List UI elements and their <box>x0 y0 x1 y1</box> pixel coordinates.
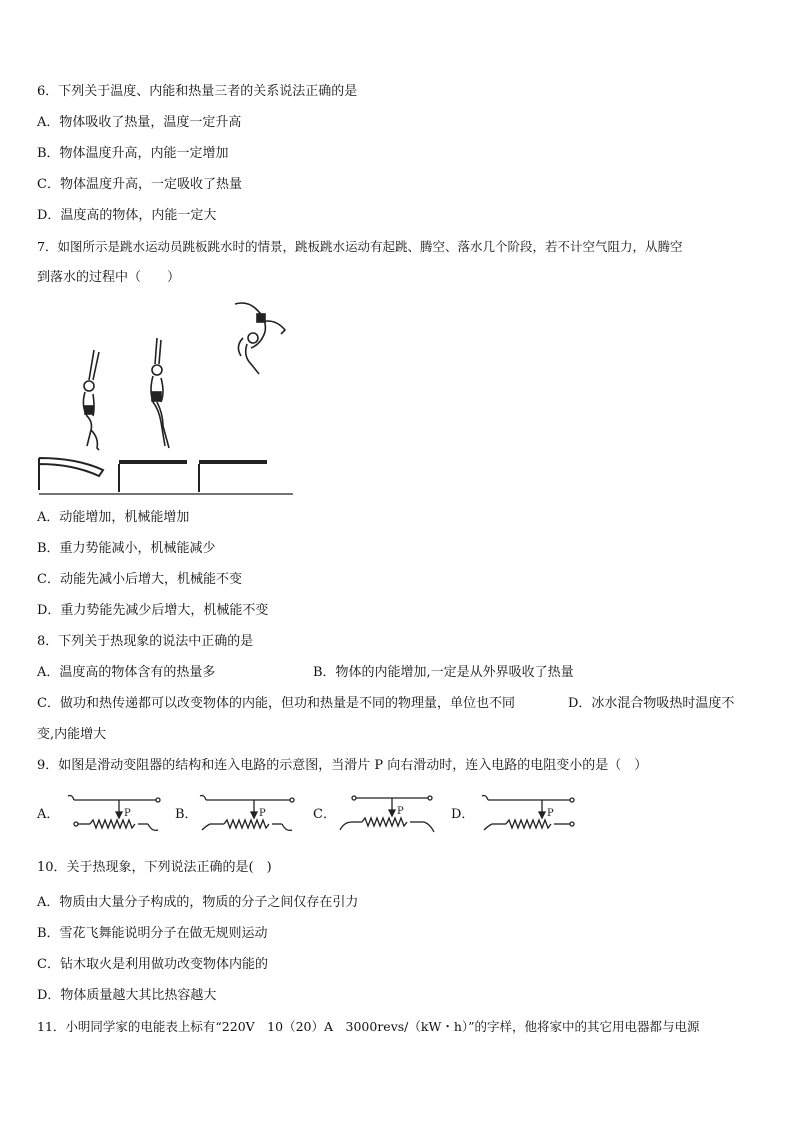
q6-option-b: B．物体温度升高，内能一定增加 <box>37 146 229 161</box>
rheostat-d-slider-label: P <box>547 808 554 819</box>
q9-label-c: C． <box>313 807 336 822</box>
diver-3 <box>235 303 285 374</box>
q8-option-d-part2: 变,内能增大 <box>37 727 107 742</box>
q7-option-b: B．重力势能减小，机械能减少 <box>37 541 216 556</box>
rheostat-b <box>198 792 298 836</box>
q8-option-b: B．物体的内能增加,一定是从外界吸收了热量 <box>313 665 574 680</box>
platform-right <box>199 460 267 492</box>
q8-stem: 8．下列关于热现象的说法中正确的是 <box>37 634 254 649</box>
q7-option-a: A．动能增加，机械能增加 <box>37 510 190 525</box>
rheostat-c <box>338 792 438 836</box>
q7-stem-line1: 7．如图所示是跳水运动员跳板跳水时的情景，跳板跳水运动有起跳、腾空、落水几个阶段，若不计空气阻力，从腾空 <box>37 239 683 254</box>
q8-option-a: A．温度高的物体含有的热量多 <box>37 665 216 680</box>
diver-2 <box>151 338 169 448</box>
rheostat-a <box>66 792 166 836</box>
q8-option-d-part1: D．冰水混合物吸热时温度不 <box>568 696 735 711</box>
q11-stem: 11．小明同学家的电能表上标有“220V 10（20）A 3000revs/（kW・h）”的字样，他将家中的其它用电器都与电源 <box>37 1019 700 1034</box>
q9-label-d: D． <box>451 807 475 822</box>
q10-option-d: D．物体质量越大其比热容越大 <box>37 988 217 1003</box>
q7-option-c: C．动能先减小后增大，机械能不变 <box>37 572 242 587</box>
q6-option-d: D．温度高的物体，内能一定大 <box>37 208 217 223</box>
q10-option-b: B．雪花飞舞能说明分子在做无规则运动 <box>37 926 268 941</box>
rheostat-b-slider-label: P <box>259 808 266 819</box>
rheostat-a-slider-label: P <box>124 808 131 819</box>
q8-option-c: C．做功和热传递都可以改变物体的内能，但功和热量是不同的物理量，单位也不同 <box>37 696 515 711</box>
platform-mid <box>119 460 187 492</box>
q9-label-a: A． <box>37 807 60 822</box>
q7-stem-line2: 到落水的过程中（ ） <box>37 270 181 285</box>
q10-option-c: C．钻木取火是利用做功改变物体内能的 <box>37 957 268 972</box>
rheostat-d <box>480 792 580 836</box>
q6-option-c: C．物体温度升高，一定吸收了热量 <box>37 177 242 192</box>
q7-option-d: D．重力势能先减少后增大，机械能不变 <box>37 603 269 618</box>
diving-figure <box>37 298 297 500</box>
q6-stem: 6．下列关于温度、内能和热量三者的关系说法正确的是 <box>37 84 358 99</box>
q10-stem: 10．关于热现象，下列说法正确的是( ) <box>37 860 272 875</box>
rheostat-c-slider-label: P <box>397 806 404 817</box>
q9-label-b: B． <box>175 807 198 822</box>
diver-1 <box>83 350 99 450</box>
q6-option-a: A．物体吸收了热量，温度一定升高 <box>37 115 242 130</box>
springboard <box>39 458 103 490</box>
q9-stem: 9．如图是滑动变阻器的结构和连入电路的示意图，当滑片 P 向右滑动时，连入电路的电阻变小的是（ ） <box>37 758 648 773</box>
q10-option-a: A．物质由大量分子构成的，物质的分子之间仅存在引力 <box>37 895 359 910</box>
